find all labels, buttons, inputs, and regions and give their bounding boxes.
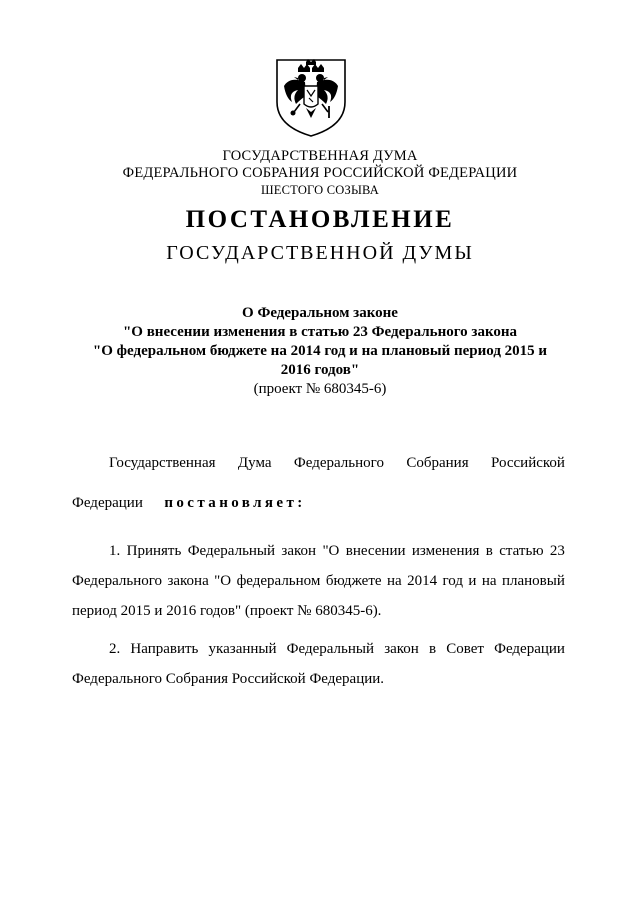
- preamble-word: Государственная: [109, 455, 216, 471]
- word: на: [481, 573, 497, 589]
- item-2-line-1: [109, 634, 565, 665]
- word: Федерального: [72, 573, 163, 589]
- word: 2014: [407, 573, 438, 589]
- preamble-line-1: [109, 448, 565, 479]
- word: внесении: [345, 543, 406, 559]
- subject-line-1: О Федеральном законе: [242, 305, 398, 321]
- header-federal-assembly: ФЕДЕРАЛЬНОГО СОБРАНИЯ РОССИЙСКОЙ ФЕДЕРАЦИИ: [122, 165, 518, 181]
- subject-line-2: "О внесении изменения в статью 23 Федерального закона: [122, 324, 518, 340]
- preamble-word: Собрания: [406, 455, 469, 471]
- document-issuer: ГОСУДАРСТВЕННОЙ ДУМЫ: [166, 242, 474, 264]
- item-2-line-2: [72, 664, 565, 695]
- document-type-title: ПОСТАНОВЛЕНИЕ: [185, 206, 455, 233]
- preamble-federation: Федерации: [72, 495, 143, 511]
- word: и: [468, 573, 477, 589]
- preamble-word: Российской: [491, 455, 565, 471]
- project-number: (проект № 680345-6): [253, 381, 387, 397]
- word: Совет: [446, 641, 484, 657]
- word: закон: [384, 641, 419, 657]
- decree-word: постановляет:: [164, 495, 306, 511]
- preamble-word: Дума: [237, 455, 272, 471]
- preamble-word: Федерального: [293, 455, 384, 471]
- word: 1.: [109, 543, 121, 559]
- header-convocation: ШЕСТОГО СОЗЫВА: [260, 183, 380, 197]
- word: бюджете: [325, 573, 382, 589]
- word: закона: [167, 573, 209, 589]
- item-1-text-3: период 2015 и 2016 годов" (проект № 680345-6).: [72, 603, 382, 619]
- word: закон: [281, 543, 317, 559]
- item-2-text-2: Федерального Собрания Российской Федерации.: [72, 671, 385, 687]
- word: Принять: [126, 543, 182, 559]
- subject-line-4: 2016 годов": [280, 362, 360, 378]
- word: Федерации: [494, 641, 565, 657]
- word: указанный: [208, 641, 277, 657]
- header-duma: ГОСУДАРСТВЕННАЯ ДУМА: [222, 148, 418, 164]
- word: Федеральный: [187, 543, 276, 559]
- item-1-line-1: [109, 536, 565, 567]
- word: 23: [549, 543, 565, 559]
- word: год: [442, 573, 463, 589]
- word: Федеральный: [286, 641, 375, 657]
- word: федеральном: [236, 573, 321, 589]
- word: 2.: [109, 641, 121, 657]
- word: Направить: [130, 641, 199, 657]
- word: в: [428, 641, 437, 657]
- word: "О: [322, 543, 340, 559]
- coat-of-arms-icon: [268, 56, 354, 138]
- word: "О: [214, 573, 232, 589]
- word: изменения: [411, 543, 480, 559]
- word: статью: [499, 543, 544, 559]
- word: плановый: [501, 573, 565, 589]
- word: на: [386, 573, 402, 589]
- item-1-line-3: [72, 596, 565, 627]
- preamble-line-2: [72, 488, 565, 519]
- item-1-line-2: [72, 566, 565, 597]
- subject-line-3: "О федеральном бюджете на 2014 год и на плановый период 2015 и: [92, 343, 548, 359]
- word: в: [485, 543, 493, 559]
